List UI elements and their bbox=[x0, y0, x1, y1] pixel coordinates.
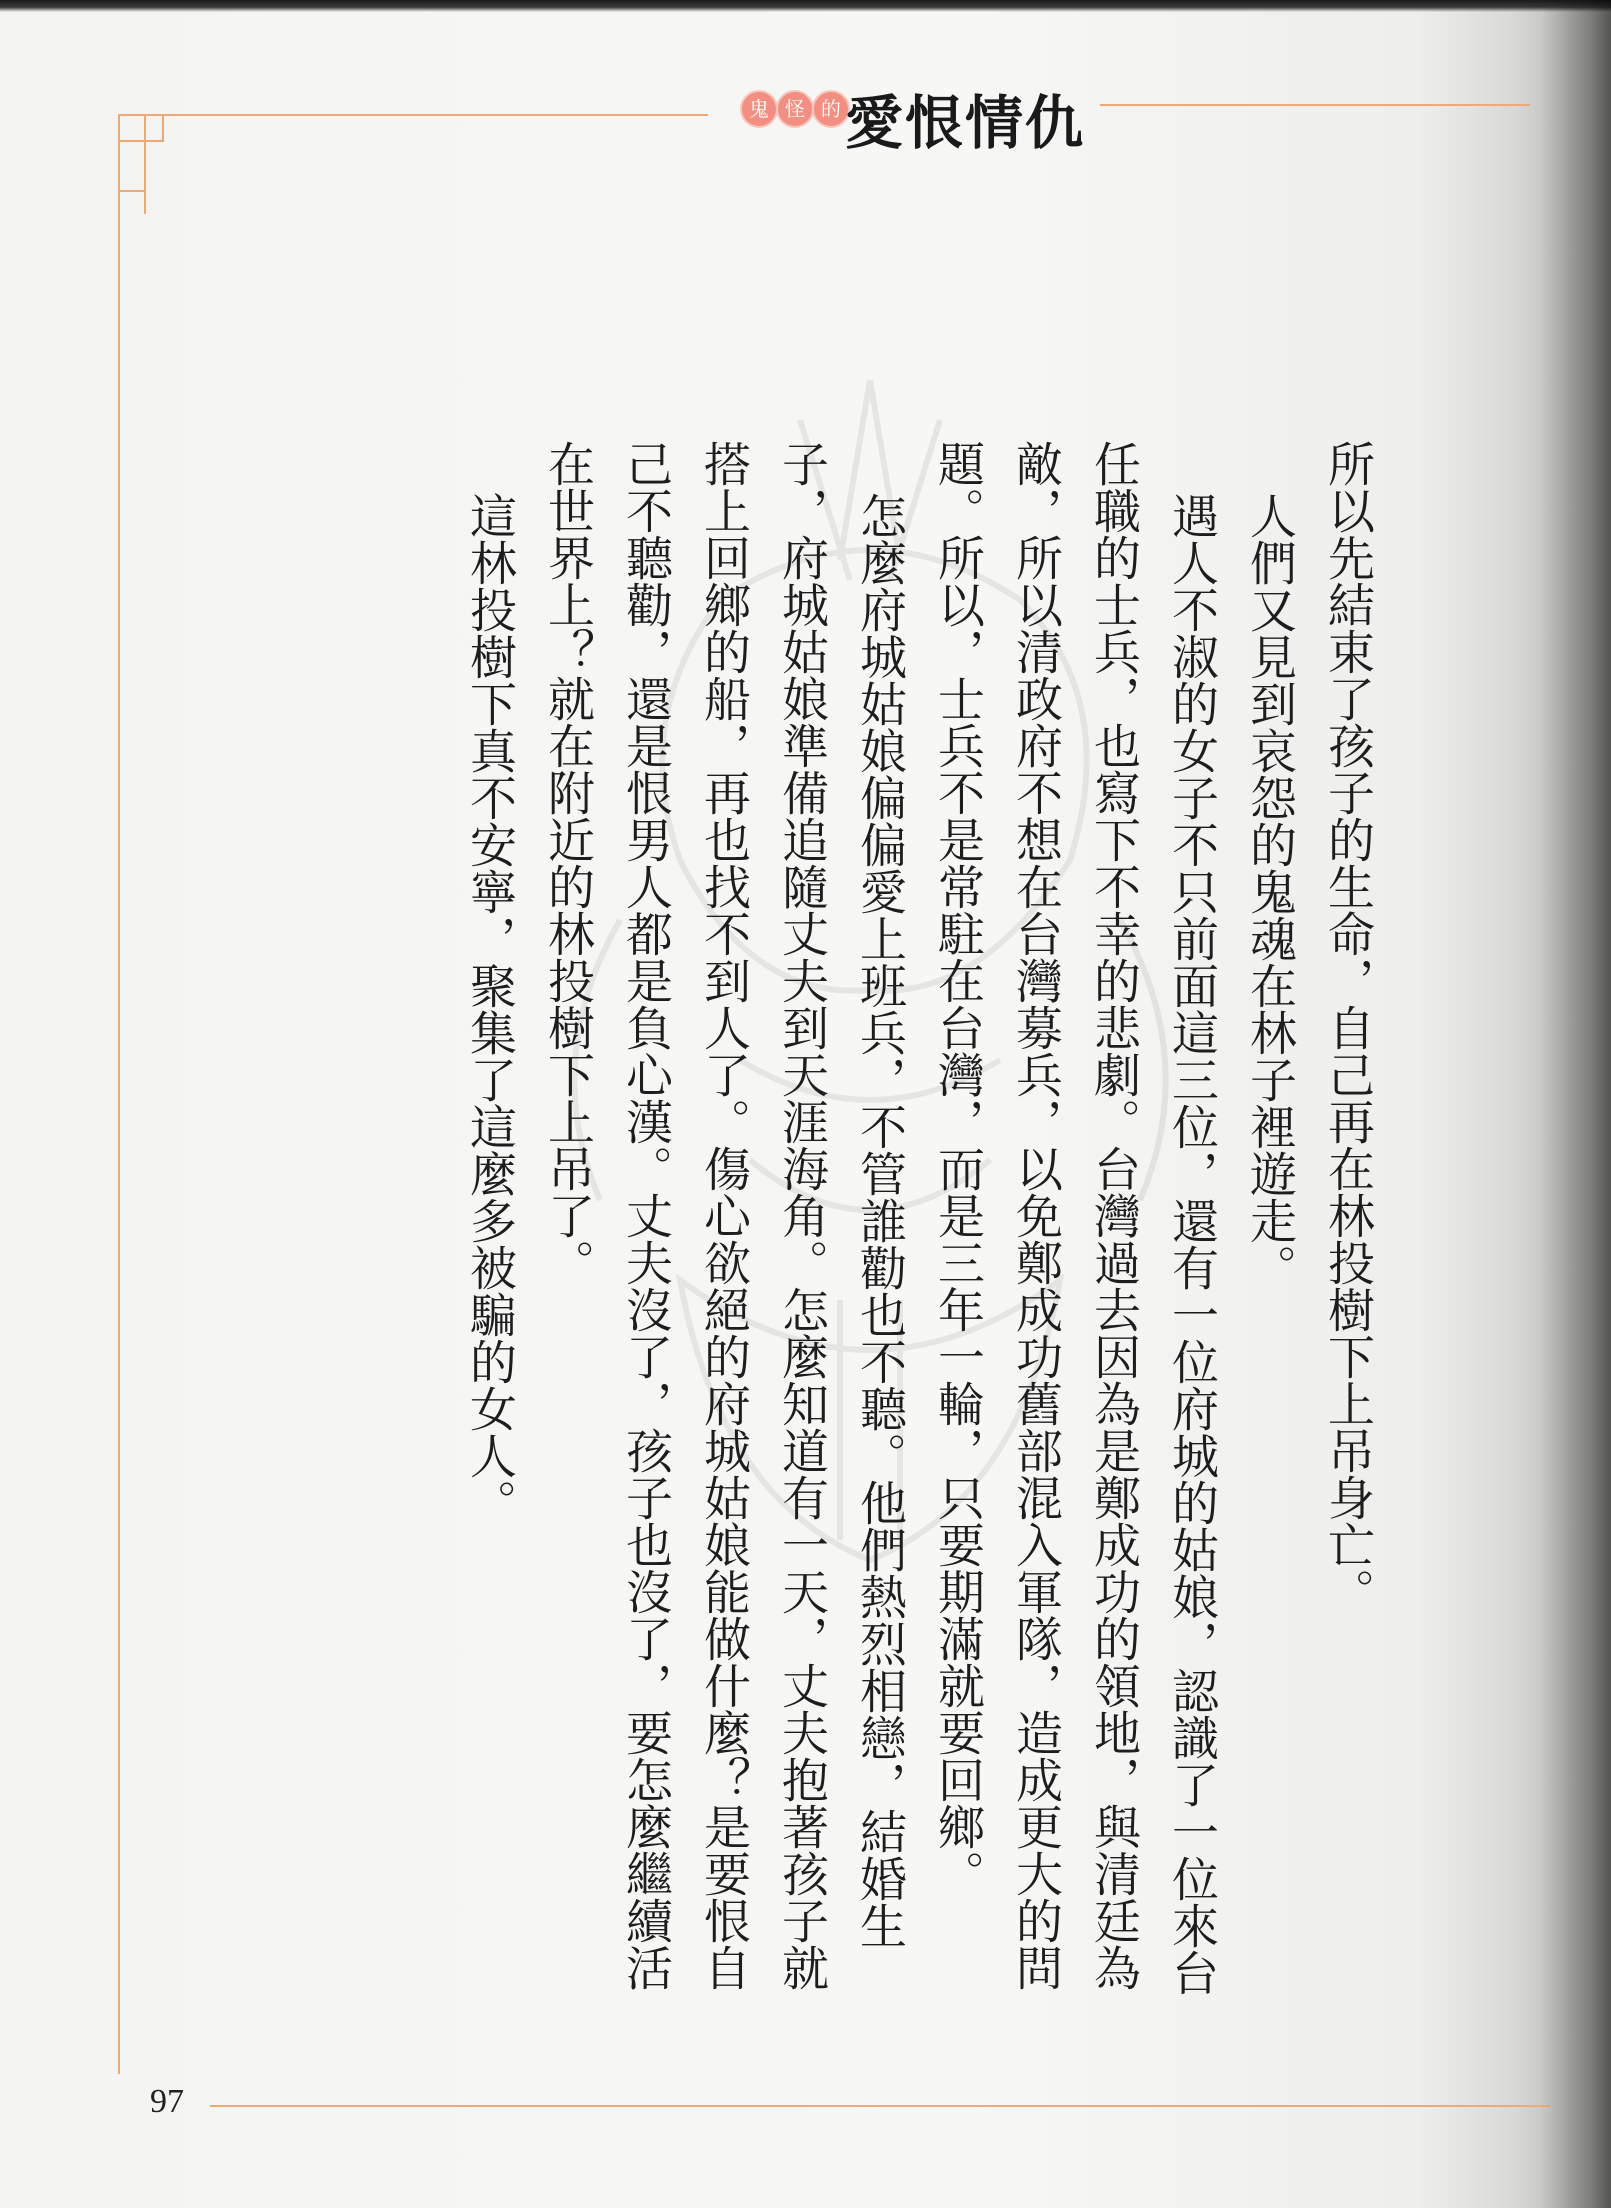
header-badge-2: 怪 bbox=[776, 90, 814, 128]
frame-corner-h bbox=[118, 140, 164, 142]
frame-bottom-line bbox=[210, 2105, 1550, 2107]
paragraph-2: 人們又見到哀怨的鬼魂在林子裡遊走。 bbox=[1242, 491, 1297, 1291]
scan-top-edge bbox=[0, 0, 1611, 12]
header-badge-3: 的 bbox=[812, 90, 850, 128]
page-number: 97 bbox=[150, 2083, 184, 2120]
frame-top-line-left bbox=[118, 114, 708, 116]
frame-corner-h2 bbox=[118, 190, 144, 192]
frame-corner-v2 bbox=[162, 114, 164, 140]
frame-corner-v bbox=[144, 114, 146, 214]
paragraph-1: 所以先結束了孩子的生命，自己再在林投樹下上吊身亡。 bbox=[1320, 440, 1375, 1615]
chapter-header bbox=[740, 70, 1100, 160]
binding-shadow bbox=[1541, 0, 1611, 2208]
header-badge-1: 鬼 bbox=[740, 90, 778, 128]
frame-left-line bbox=[118, 114, 120, 2074]
body-text bbox=[450, 440, 1386, 2000]
frame-top-line-right bbox=[1100, 104, 1530, 106]
paragraph-4: 怎麼府城姑娘偏偏愛上班兵，不管誰勸也不聽。他們熱烈相戀，結婚生子，府城姑娘準備追隨丈夫到天涯海角。怎麼知道有一天，丈夫抱著孩子就搭上回鄉的船，再也找不到人了。傷心欲絕的府城姑娘能做什麼？是要恨自己不聽勸，還是恨男人都是負心漢。丈夫沒了，孩子也沒了，要怎麼繼續活在世界上？就在附近的林投樹下上吊了。 bbox=[540, 440, 907, 1991]
paragraph-3: 遇人不淑的女子不只前面這三位，還有一位府城的姑娘，認識了一位來台任職的士兵，也寫下不幸的悲劇。台灣過去因為是鄭成功的領地，與清廷為敵，所以清政府不想在台灣募兵，以免鄭成功舊部混入軍隊，造成更大的問題。所以，士兵不是常駐在台灣，而是三年一輪，只要期滿就要回鄉。 bbox=[930, 440, 1219, 1996]
paragraph-5: 這林投樹下真不安寧，聚集了這麼多被騙的女人。 bbox=[462, 491, 517, 1526]
header-title: 愛恨情仇 bbox=[845, 89, 1086, 157]
